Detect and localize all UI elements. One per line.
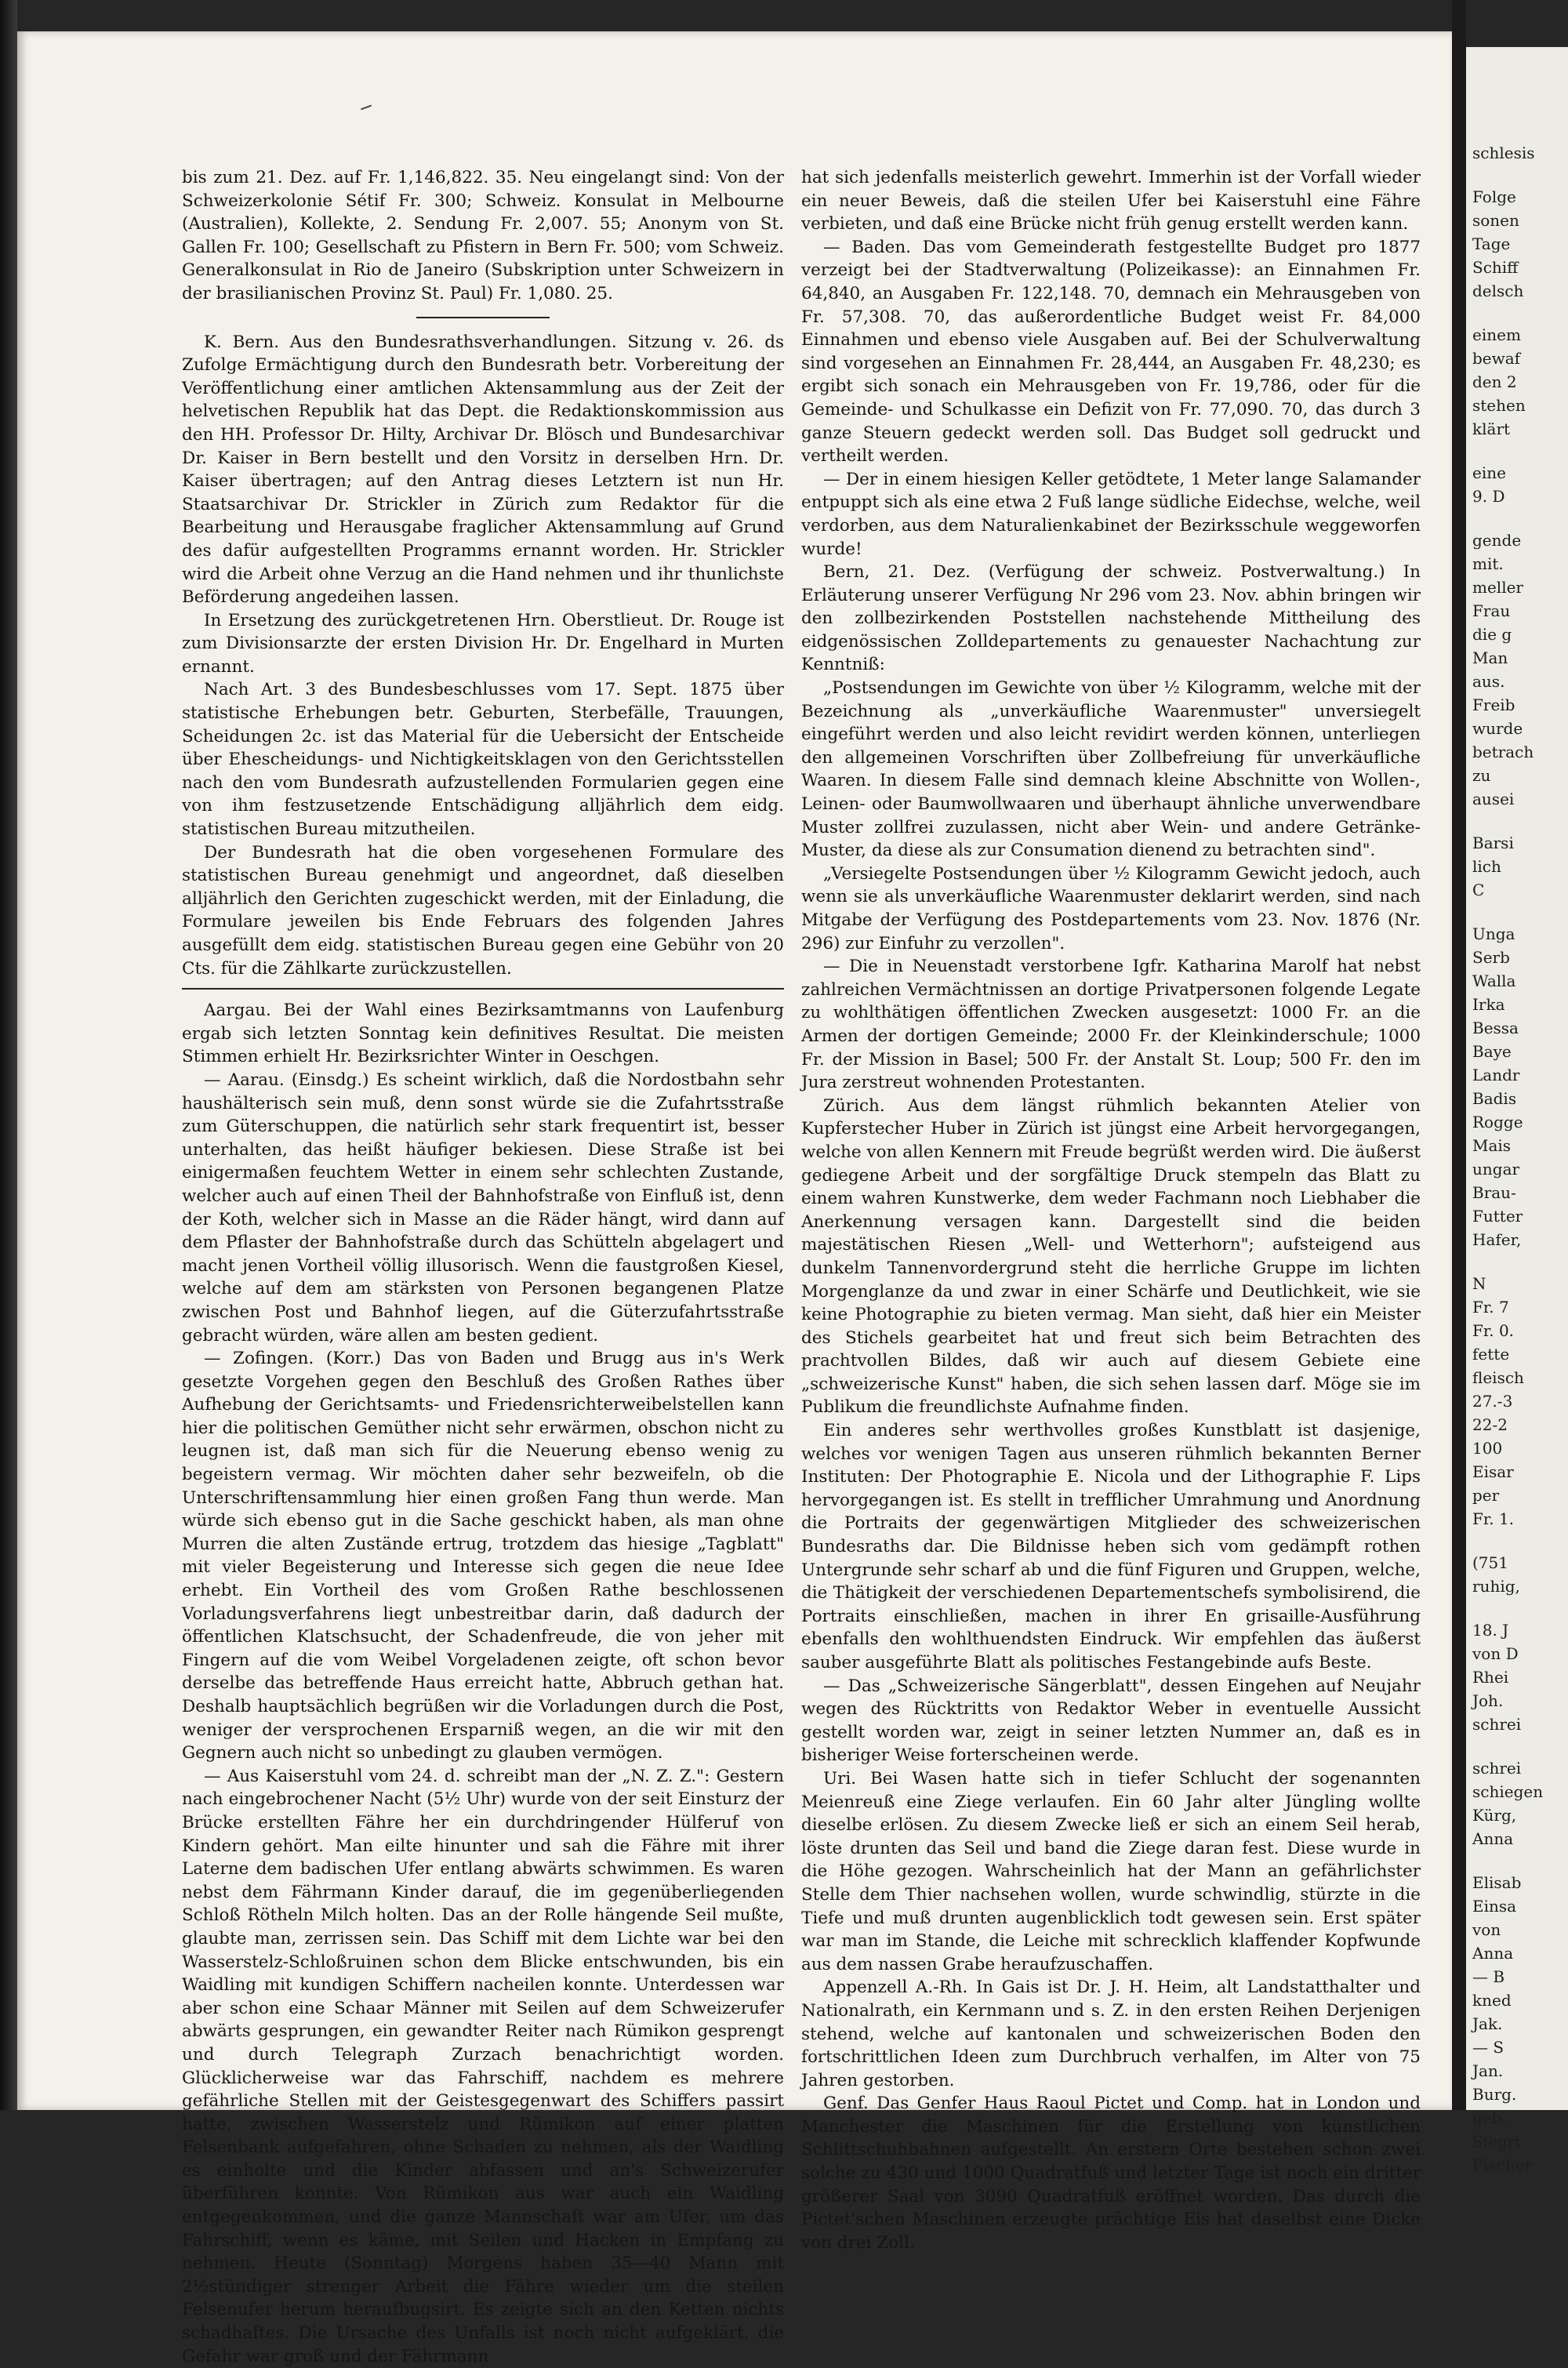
fragment-block: [1466, 528, 1568, 811]
fragment-line: Fischer: [1472, 2156, 1533, 2174]
fragment-line: klärt: [1472, 419, 1511, 438]
section-divider: [182, 988, 784, 990]
fragment-line: Baye: [1472, 1042, 1512, 1061]
fragment-line: 100: [1472, 1439, 1503, 1458]
fragment-line: Elisab: [1472, 1873, 1522, 1892]
fragment-line: aus.: [1472, 672, 1505, 691]
fragment-line: per: [1472, 1486, 1500, 1505]
fragment-line: von: [1472, 1920, 1501, 1939]
fragment-line: schiegen: [1472, 1782, 1544, 1801]
fragment-line: Schiff: [1472, 258, 1519, 277]
article-aargau-election: Aargau. Bei der Wahl eines Bezirksamtmanns von Laufenburg ergab sich letzten Sonntag kein definitives Resultat. Die meisten Stimmen erhielt Hr. Bezirksrichter Winter in Oeschgen.: [182, 1001, 784, 1067]
fragment-line: 27.-3: [1472, 1392, 1513, 1411]
fragment-block: [1466, 1618, 1568, 1736]
fragment-line: Anna: [1472, 1944, 1514, 1963]
fragment-line: mit.: [1472, 554, 1504, 573]
fragment-block: [1466, 1871, 1568, 2177]
article-neuenstadt-legacy: — Die in Neuenstadt verstorbene Igfr. Katharina Marolf hat nebst zahlreichen Vermächtnissen an dortige Privatpersonen folgende Legate zu wohlthätigen öffentlichen Zwecken ausgesetzt: 1000 Fr. an die Armen der dortigen Gemeinde; 2000 Fr. der Kleinkinderschule; 1000 Fr. der Mission in Basel; 500 Fr. der Anstalt St. Loup; 500 Fr. den im Jura zerstreut wohnenden Protestanten.: [801, 957, 1421, 1093]
article-saengerblatt: — Das „Schweizerische Sängerblatt", dessen Eingehen auf Neujahr wegen des Rücktritts von Redaktor Weber in eventuelle Aussicht gestellt worden war, zeigt in seiner letzten Nummer an, daß es in bisheriger Weise forterscheinen werde.: [801, 1676, 1421, 1766]
fragment-line: fette: [1472, 1345, 1510, 1364]
fragment-block: [1466, 1272, 1568, 1531]
fragment-block: [1466, 141, 1568, 165]
fragment-line: schlesis: [1472, 143, 1535, 162]
fragment-line: den 2: [1472, 372, 1517, 391]
right-column: [801, 166, 1421, 2254]
fragment-line: stehen: [1472, 396, 1526, 415]
article-bern-post: Bern, 21. Dez. (Verfügung der schweiz. Postverwaltung.) In Erläuterung unserer Verfügung Nr 296 vom 23. Nov. abhin bringen wir den zollbezirkenden Poststellen nachstehende Mittheilung des eidgenössischen Zolldepartements zu genauester Nachachtung zur Kenntniß:: [801, 562, 1421, 675]
fragment-line: Hafer,: [1472, 1230, 1522, 1249]
page-gutter: [1452, 0, 1466, 2110]
fragment-line: kned: [1472, 1991, 1512, 2010]
fragment-line: Barsi: [1472, 834, 1514, 852]
fragment-line: Jak.: [1472, 2014, 1503, 2033]
article-kaiserstuhl-continued: hat sich jedenfalls meisterlich gewehrt. Immerhin ist der Vorfall wieder ein neuer Beweis, daß die steilen Ufer bei Kaiserstuhl eine Fähre verbieten, und daß eine Brücke nicht früh genug erstellt werden kann.: [801, 168, 1421, 234]
fragment-block: [1466, 1756, 1568, 1850]
fragment-line: Unga: [1472, 924, 1515, 943]
fragment-line: Freib: [1472, 696, 1515, 714]
fragment-line: schrei: [1472, 1715, 1522, 1734]
fragment-line: N: [1472, 1274, 1486, 1293]
fragment-line: 9. D: [1472, 487, 1505, 506]
fragment-line: Fr. 1.: [1472, 1509, 1515, 1528]
fragment-line: Rogge: [1472, 1113, 1523, 1131]
fragment-line: schrei: [1472, 1759, 1522, 1778]
article-bern-post-quote-1: „Postsendungen im Gewichte von über ½ Kilogramm, welche mit der Bezeichnung als „unverkäufliche Waarenmuster" unversiegelt eingeführt werden und also leicht revidirt werden können, unterliegen den allgemeinen Vorschriften über Zollbefreiung für unverkäufliche Waaren. In diesem Falle sind demnach kleine Abschnitte von Wollen-, Leinen- oder Baumwollwaaren und überhaupt ähnliche unverwendbare Muster zollfrei zuzulassen, nicht aber Wein- und andere Getränke-Muster, da diese als zur Consumation dienend zu betrachten sind".: [801, 678, 1421, 861]
fragment-line: von D: [1472, 1644, 1519, 1663]
article-kaiserstuhl: — Aus Kaiserstuhl vom 24. d. schreibt man der „N. Z. Z.": Gestern nach eingebrochener Nacht (5½ Uhr) wurde von der seit Einsturz der Brücke erstellten Fähre her ein durchdringender Hülferuf von Kindern gehört. Man eilte hinunter und sah die Fähre mit ihrer Laterne dem badischen Ufer entlang abwärts schwimmen. Es waren nebst dem Fährmann Kinder darauf, die im gegenüberliegenden Schloß Rötheln Milch holten. Das an der Rolle hängende Seil mußte, glaubte man, zerrissen sein. Das Schiff mit dem Lichte war bei den Wasserstelz-Schloßruinen schon dem Blicke entschwunden, bis ein Waidling mit kundigen Schiffern nacheilen konnte. Unterdessen war aber schon eine Schaar Männer mit Seilen auf dem Schweizerufer abwärts gesprungen, ein gewandter Reiter nach Rümikon gesprengt und durch Telegraph Zurzach benachrichtigt worden. Glücklicherweise war das Fahrschiff, nachdem es mehrere gefährliche Stellen mit der Geistesgegenwart des Schiffers passirt hatte, zwischen Wasserstelz und Rümikon auf einer platten Felsenbank aufgefahren, ohne Schaden zu nehmen, als der Waidling es einholte und die Kinder abfassen und an's Schweizerufer überführen konnte. Von Rümikon aus war auch ein Waidling entgegenkommen, und die ganze Mannschaft war am Ufer, um das Fahrschiff, wenn es käme, mit Seilen und Hacken in Empfang zu nehmen. Heute (Sonntag) Morgens haben 35—40 Mann mit 2½stündiger strenger Arbeit die Fähre wieder um die steilen Felsenufer herum heraufbugsirt. Es zeigte sich an den Ketten nichts schadhaftes. Die Ursache des Unfalls ist noch nicht aufgeklärt, die Gefahr war groß und der Fährmann: [182, 1766, 784, 2366]
fragment-line: Irka: [1472, 995, 1505, 1014]
article-baden-budget: — Baden. Das vom Gemeinderath festgestellte Budget pro 1877 verzeigt bei der Stadtverwaltung (Polizeikasse): an Einnahmen Fr. 64,840, an Ausgaben Fr. 122,148. 70, demnach ein Mehrausgeben von Fr. 57,308. 70, das außerordentliche Budget weist Fr. 84,000 Einnahmen und ebenso viele Ausgaben auf. Bei der Schulverwaltung sind vorgesehen an Einnahmen Fr. 28,444, an Ausgaben Fr. 48,230; es ergibt sich sonach ein Mehrausgeben von Fr. 19,786, oder für die Gemeinde- und Schulkasse ein Defizit von Fr. 77,090. 70, das durch 3 ganze Steuern gedeckt werden soll. Das Budget soll gedruckt und vertheilt werden.: [801, 237, 1421, 467]
fragment-line: Burg.: [1472, 2085, 1517, 2104]
article-bern-statistics: Nach Art. 3 des Bundesbeschlusses vom 17. Sept. 1875 über statistische Erhebungen betr. Geburten, Sterbefälle, Trauungen, Scheidungen 2c. ist das Material für die Uebersicht der Entscheide über Ehescheidungs- und Nichtigkeitsklagen von den Gerichtsstellen nach den vom Bundesrath aufzustellenden Formularien gegen eine von ihm festzusetzende Entschädigung alljährlich dem eidg. statistischen Bureau mitzutheilen.: [182, 680, 784, 840]
article-zuerich-lithograph: Ein anderes sehr werthvolles großes Kunstblatt ist dasjenige, welches vor wenigen Tagen aus unseren rühmlich bekannten Berner Instituten: Der Photographie E. Nicola und der Lithographie F. Lips hervorgegangen ist. Es stellt in trefflicher Umrahmung und Anordnung die Portraits der gegenwärtigen Mitglieder des schweizerischen Bundesraths dar. Die Bildnisse heben sich vom gedämpft rothen Untergrunde sehr scharf ab und die fünf Figuren und Gruppen, welche, die Thätigkeit der verschiedenen Departementschefs symbolisirend, die Portraits einschließen, machen in ihrer En grisaille-Ausführung ebenfalls den wohlthuendsten Eindruck. Wir empfehlen das äußerst sauber ausgeführte Blatt als politisches Festangebinde aufs Beste.: [801, 1421, 1421, 1672]
fragment-line: Eisar: [1472, 1462, 1514, 1481]
fragment-block: [1466, 185, 1568, 303]
fragment-line: Kürg,: [1472, 1806, 1517, 1825]
article-uri: Uri. Bei Wasen hatte sich in tiefer Schlucht der sogenannten Meienreuß eine Ziege verlaufen. Ein 60 Jahr alter Jüngling wollte dieselbe erlösen. Zu diesem Zwecke ließ er sich an einem Seil herab, löste drunten das Seil und band die Ziege daran fest. Diese wurde in die Höhe gezogen. Wahrscheinlich hat der Mann an gefährlichster Stelle dem Thier nachsehen wollen, wurde schwindlig, stürzte in die Tiefe und muß drunten augenblicklich todt gewesen sein. Erst später war man im Stande, die Leiche mit schrecklich klaffender Kopfwunde aus dem nassen Grabe heraufzuschaffen.: [801, 1768, 1421, 1974]
fragment-line: (751: [1472, 1553, 1508, 1572]
fragment-line: Frau: [1472, 601, 1511, 620]
fragment-line: wurde: [1472, 719, 1523, 738]
article-genf: Genf. Das Genfer Haus Raoul Pictet und Comp. hat in London und Manchester die Maschinen für die Erstellung von künstlichen Schlittschuhbahnen aufgestellt. An erstern Orte bestehen schon zwei solche zu 430 und 1000 Quadratfuß und letzter Tage ist noch ein dritter größerer Saal von 3090 Quadratfuß eröffnet worden. Das durch die Pictet'schen Maschinen erzeugte prächtige Eis hat daselbst eine Dicke von drei Zoll.: [801, 2094, 1421, 2253]
fragment-line: einem: [1472, 325, 1521, 344]
article-bern-post-quote-2: „Versiegelte Postsendungen über ½ Kilogramm Gewicht jedoch, auch wenn sie als unverkäufliche Waarenmuster deklarirt werden, sind nach Mitgabe der Verfügung des Postdepartements vom 23. Nov. 1876 (Nr. 296) zur Einfuhr zu verzollen".: [801, 863, 1421, 953]
fragment-line: zu: [1472, 766, 1491, 785]
left-column: [182, 166, 784, 2368]
fragment-block: [1466, 922, 1568, 1251]
fragment-line: Serb: [1472, 948, 1510, 967]
fragment-line: ausei: [1472, 790, 1515, 808]
fragment-line: Mais: [1472, 1136, 1512, 1155]
article-zofingen: — Zofingen. (Korr.) Das von Baden und Brugg aus in's Werk gesetzte Vorgehen gegen den Beschluß des Großen Rathes über Aufhebung der Gerichtsamts- und Friedensrichterweibelstellen kann hier die politischen Gemüther nicht sehr erwärmen, obschon nicht zu leugnen ist, daß man sich für die Neuerung ebenso wenig zu begeistern vermag. Wir möchten daher sehr bezweifeln, ob die Unterschriftensammlung hier einen großen Fang thun werde. Man würde sich ebenso gut in die Sache geschickt haben, als man ohne Murren die alten Zustände ertrug, trotzdem das hiesige „Tagblatt" mit vieler Begeisterung und Interesse sich gegen die neue Idee erhebt. Ein Vortheil des vom Großen Rathe beschlossenen Vorladungsverfahrens liegt unbestreitbar darin, daß dadurch der öffentlichen Klatschsucht, der Schadenfreude, die von jeher mit Fingern auf die vom Weibel Vorgeladenen zeigte, oft schon bevor derselbe das betreffende Haus erreicht hatte, Abbruch gethan hat. Deshalb hauptsächlich begrüßen wir die Vorladungen durch die Post, weniger der versprochenen Ersparniß wegen, an die wir mit den Gegnern auch nicht so unbedingt zu glauben vermögen.: [182, 1349, 784, 1763]
fragment-line: betrach: [1472, 743, 1534, 761]
fragment-line: lich: [1472, 857, 1501, 876]
ink-mark: [361, 105, 372, 111]
article-appenzell: Appenzell A.-Rh. In Gais ist Dr. J. H. Heim, alt Landstatthalter und Nationalrath, ein Kernmann und s. Z. in den ersten Reihen Derjenigen stehend, welche auf kantonalen und schweizerischen Boden den fortschrittlichen Ideen zum Durchbruch verhalfen, im Alter von 75 Jahren gestorben.: [801, 1978, 1421, 2090]
article-bern-federal-council: K. Bern. Aus den Bundesrathsverhandlungen. Sitzung v. 26. ds Zufolge Ermächtigung durch den Bundesrath betr. Vorbereitung der Veröffentlichung einer amtlichen Aktensammlung aus der Zeit der helvetischen Republik hat das Dept. die Redaktionskommission aus den HH. Professor Dr. Hilty, Archivar Dr. Blösch und Bundesarchivar Dr. Kaiser in Bern bestellt und den Vorsitz in derselben Hrn. Dr. Kaiser übertragen; auf den Antrag dieses Letztern ist nun Hr. Staatsarchivar Dr. Strickler in Zürich zum Redaktor für die Bearbeitung und Herausgabe fraglicher Aktensammlung auf Grund des dafür aufgestellten Programms ernannt worden. Hr. Strickler wird die Arbeit ohne Verzug an die Hand nehmen und ihr thunlichste Beförderung angedeihen lassen.: [182, 332, 784, 608]
article-bern-forms: Der Bundesrath hat die oben vorgesehenen Formulare des statistischen Bureau genehmigt und angeordnet, daß dieselben alljährlich den Gerichten zugeschickt werden, mit der Einladung, die Formulare jeweilen bis Ende Februars des folgenden Jahres ausgefüllt dem eidg. statistischen Bureau gegen eine Gebühr von 20 Cts. für die Zählkarte zurückzustellen.: [182, 842, 784, 979]
fragment-line: C: [1472, 881, 1485, 899]
fragment-line: Brau-: [1472, 1183, 1516, 1202]
fragment-line: Einsa: [1472, 1897, 1517, 1916]
adjacent-page-fragment: [1466, 47, 1568, 2174]
fragment-line: Futter: [1472, 1207, 1523, 1226]
fragment-line: 18. J: [1472, 1621, 1509, 1640]
fragment-line: Anna: [1472, 1829, 1514, 1848]
fragment-line: Bessa: [1472, 1019, 1519, 1037]
fragment-line: Man: [1472, 648, 1508, 667]
fragment-line: ungar: [1472, 1160, 1520, 1179]
fragment-line: Fr. 7: [1472, 1298, 1509, 1317]
fragment-line: Joh.: [1472, 1691, 1504, 1710]
fragment-line: Landr: [1472, 1066, 1520, 1084]
article-bern-division-doctor: In Ersetzung des zurückgetretenen Hrn. Oberstlieut. Dr. Rouge ist zum Divisionsarzte der ersten Division Hr. Dr. Engelhard in Murten ernannt.: [182, 610, 784, 677]
fragment-line: delsch: [1472, 281, 1524, 300]
fragment-line: Rhei: [1472, 1668, 1509, 1687]
fragment-line: Fr. 0.: [1472, 1321, 1515, 1340]
fragment-line: bewaf: [1472, 349, 1521, 368]
fragment-line: — B: [1472, 1967, 1505, 1986]
newspaper-page: [17, 31, 1452, 2366]
fragment-line: geb.: [1472, 2108, 1507, 2127]
fragment-line: meller: [1472, 578, 1523, 597]
fragment-line: Siegri: [1472, 2132, 1520, 2151]
section-divider: [416, 317, 550, 318]
adjacent-page-text: [1466, 47, 1568, 2177]
fragment-line: sonen: [1472, 211, 1519, 230]
fragment-block: [1466, 831, 1568, 902]
fragment-line: ruhig,: [1472, 1577, 1520, 1596]
relief-fund-notice: bis zum 21. Dez. auf Fr. 1,146,822. 35. Neu eingelangt sind: Von der Schweizerkolonie Sétif Fr. 300; Schweiz. Konsulat in Melbourne (Australien), Kollekte, 2. Sendung Fr. 2,007. 55; Anonym von St. Gallen Fr. 100; Gesellschaft zu Pfistern in Bern Fr. 500; vom Schweiz. Generalkonsulat in Rio de Janeiro (Subskription unter Schweizern in der brasilianischen Provinz St. Paul) Fr. 1,080. 25.: [182, 168, 784, 303]
fragment-line: Folge: [1472, 187, 1516, 206]
fragment-block: [1466, 1551, 1568, 1598]
fragment-line: eine: [1472, 463, 1506, 482]
article-zuerich-engraving: Zürich. Aus dem längst rühmlich bekannten Atelier von Kupferstecher Huber in Zürich ist jüngst eine Arbeit hervorgegangen, welche von allen Kennern mit Freude begrüßt werden wird. Die äußerst gediegene Arbeit und der sorgfältige Druck stempeln das Blatt zu einem wahren Kunstwerke, dem weder Fachmann noch Liebhaber die Anerkennung versagen kann. Dargestellt sind die beiden majestätischen Riesen „Well- und Wetterhorn"; aufsteigend aus dunkelm Tannenvordergrund steht die herrliche Gruppe im lichten Morgenglanze da und zwar in einer Schärfe und Deutlichkeit, wie sie keine Photographie zu bieten vermag. Man sieht, daß hier ein Meister des Stichels gearbeitet hat und freut sich beim Betrachten des prachtvollen Bildes, daß wir auch auf diesem Gebiete eine „schweizerische Kunst" haben, die sich sehen lassen darf. Möge sie im Publikum die freundlichste Aufnahme finden.: [801, 1095, 1421, 1418]
fragment-line: Jan.: [1472, 2061, 1504, 2080]
fragment-line: die g: [1472, 625, 1512, 644]
fragment-line: Walla: [1472, 972, 1516, 990]
fragment-block: [1466, 323, 1568, 441]
fragment-line: Tage: [1472, 234, 1511, 253]
fragment-line: gende: [1472, 531, 1522, 550]
fragment-line: 22-2: [1472, 1415, 1508, 1434]
fragment-line: — S: [1472, 2038, 1504, 2057]
fragment-block: [1466, 461, 1568, 508]
fragment-line: Badis: [1472, 1089, 1517, 1108]
article-aarau: — Aarau. (Einsdg.) Es scheint wirklich, daß die Nordostbahn sehr haushälterisch sein muß, denn sonst würde sie die Zufahrtsstraße zum Güterschuppen, die natürlich sehr stark frequentirt ist, besser unterhalten, das heißt häufiger bekiesen. Diese Straße ist bei einigermaßen feuchtem Wetter in einem sehr schlechten Zustande, welcher auch auf einen Theil der Bahnhofstraße von Einfluß ist, denn der Koth, welcher sich in Masse an die Räder hängt, wird dann auf dem Pflaster der Bahnhofstraße durch das Schütteln abgelagert und macht jenen Vortheil völlig illusorisch. Wenn die faustgroßen Kiesel, welche auf dem am stärksten von Personen begangenen Platze zwischen Post und Bahnhof liegen, auf die Güterzufahrtsstraße gebracht würden, wäre allen am besten gedient.: [182, 1070, 784, 1346]
article-baden-salamander: — Der in einem hiesigen Keller getödtete, 1 Meter lange Salamander entpuppt sich als eine etwa 2 Fuß lange südliche Eidechse, welche, weil verdorben, aus dem Naturalienkabinet der Bezirksschule weggeworfen wurde!: [801, 469, 1421, 559]
fragment-line: fleisch: [1472, 1368, 1524, 1387]
scan-edge-shadow: [0, 0, 17, 2110]
